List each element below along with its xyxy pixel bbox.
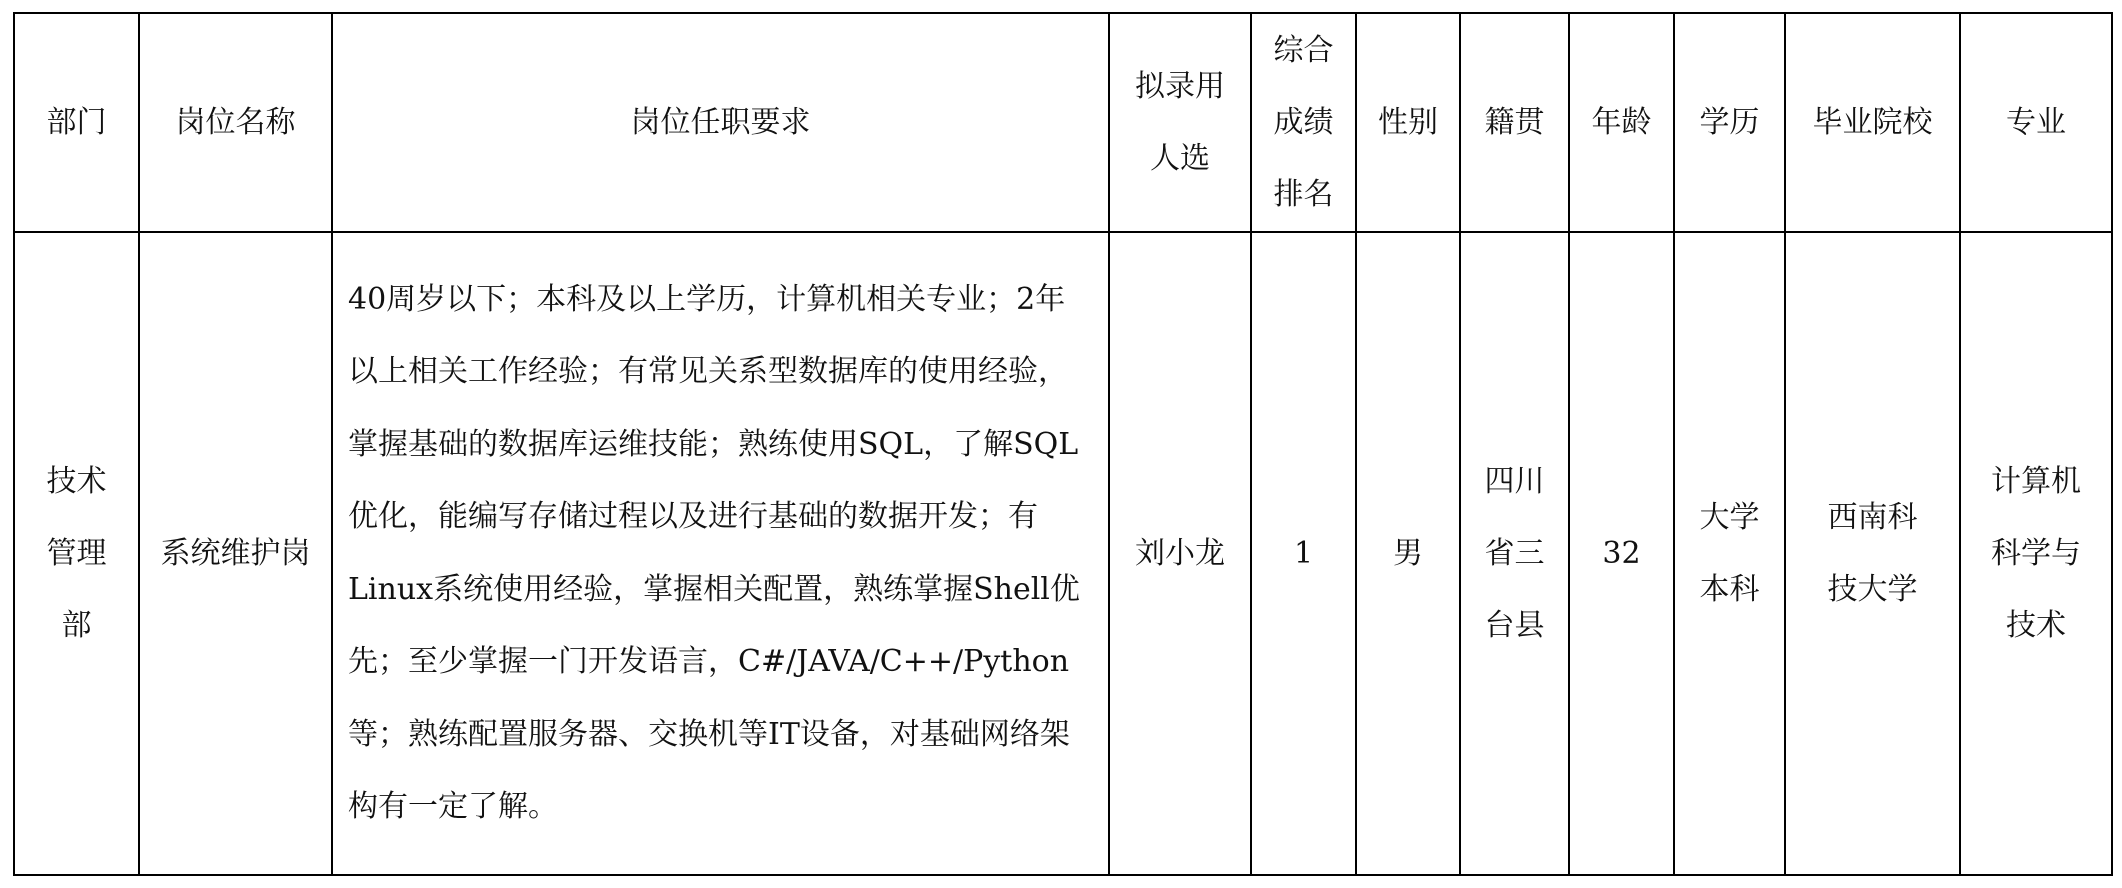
header-dept bbox=[14, 13, 139, 232]
header-age-label: 年龄 bbox=[1591, 104, 1652, 140]
cell-gender-value: 男 bbox=[1393, 535, 1423, 571]
header-rank-label: 综合成绩排名 bbox=[1273, 32, 1334, 212]
cell-dept bbox=[14, 232, 139, 875]
cell-education-value: 大学本科 bbox=[1699, 499, 1760, 607]
header-origin bbox=[1460, 13, 1569, 232]
cell-candidate-value: 刘小龙 bbox=[1135, 535, 1225, 571]
header-age bbox=[1569, 13, 1674, 232]
cell-school-value: 西南科技大学 bbox=[1827, 499, 1918, 607]
header-major bbox=[1960, 13, 2112, 232]
header-education bbox=[1674, 13, 1785, 232]
cell-gender bbox=[1356, 232, 1460, 875]
header-candidate bbox=[1109, 13, 1251, 232]
cell-requirements-value: 40周岁以下；本科及以上学历，计算机相关专业；2年以上相关工作经验；有常见关系型数据库的使用经验，掌握基础的数据库运维技能；熟练使用SQL，了解SQL优化，能编写存储过程以及进行基础的数据开发；有Linux系统使用经验，掌握相关配置，熟练掌握Shell优先；至少掌握一门开发语言，C#/JAVA/C++/Python等；熟练配置服务器、交换机等IT设备，对基础网络架构有一定了解。 bbox=[348, 281, 1080, 824]
header-requirements-label: 岗位任职要求 bbox=[630, 104, 811, 140]
cell-age-value: 32 bbox=[1602, 535, 1641, 571]
cell-major bbox=[1960, 232, 2112, 875]
cell-origin bbox=[1460, 232, 1569, 875]
header-major-label: 专业 bbox=[2006, 104, 2066, 140]
header-origin-label: 籍贯 bbox=[1484, 104, 1545, 140]
cell-origin-value: 四川省三台县 bbox=[1484, 463, 1545, 643]
header-school-label: 毕业院校 bbox=[1812, 104, 1933, 140]
cell-position bbox=[139, 232, 332, 875]
cell-position-value: 系统维护岗 bbox=[160, 535, 311, 571]
header-gender bbox=[1356, 13, 1460, 232]
header-rank bbox=[1251, 13, 1356, 232]
header-school bbox=[1785, 13, 1960, 232]
cell-education bbox=[1674, 232, 1785, 875]
header-requirements bbox=[332, 13, 1109, 232]
header-education-label: 学历 bbox=[1699, 104, 1760, 140]
header-position bbox=[139, 13, 332, 232]
cell-candidate bbox=[1109, 232, 1251, 875]
cell-school bbox=[1785, 232, 1960, 875]
header-gender-label: 性别 bbox=[1378, 104, 1438, 140]
cell-dept-value: 技术管理部 bbox=[46, 463, 107, 643]
header-row bbox=[14, 13, 2112, 232]
cell-age bbox=[1569, 232, 1674, 875]
cell-major-value: 计算机科学与技术 bbox=[1991, 463, 2081, 643]
cell-requirements bbox=[332, 232, 1109, 875]
header-dept-label: 部门 bbox=[46, 104, 107, 140]
cell-rank bbox=[1251, 232, 1356, 875]
header-candidate-label: 拟录用人选 bbox=[1135, 68, 1225, 176]
table-row bbox=[14, 232, 2112, 875]
recruitment-table bbox=[13, 12, 2113, 876]
header-position-label: 岗位名称 bbox=[175, 104, 296, 140]
cell-rank-value: 1 bbox=[1293, 535, 1314, 571]
